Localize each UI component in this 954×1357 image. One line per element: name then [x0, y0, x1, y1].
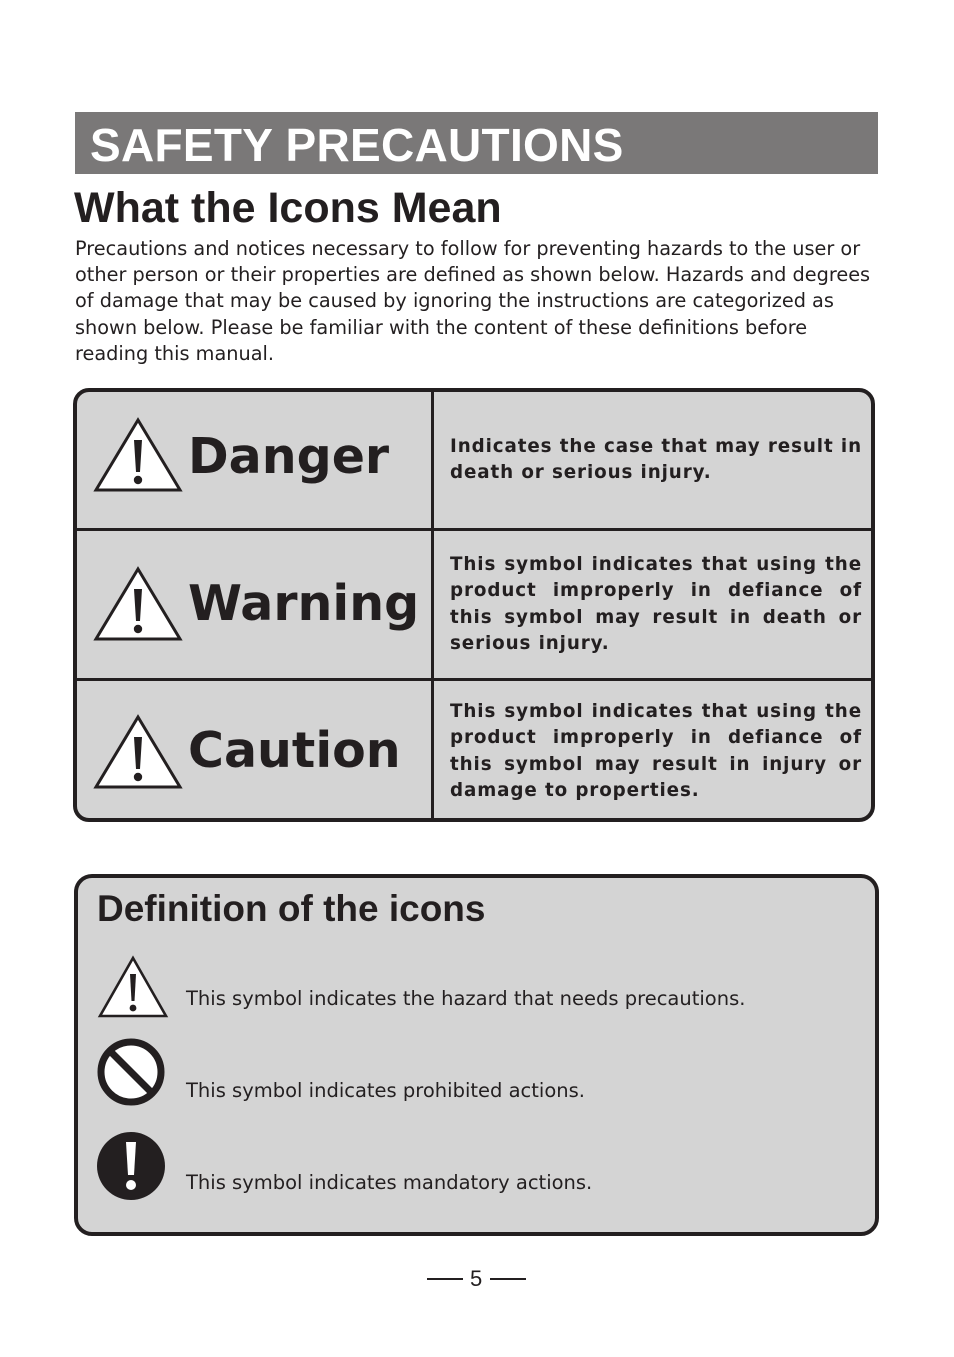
- hazard-row-danger: [77, 392, 871, 531]
- hazard-label-cell: [77, 392, 431, 528]
- hazard-description: Indicates the case that may result in death or serious injury.: [450, 435, 862, 483]
- footer-rule-left: [427, 1278, 463, 1280]
- prohibited-icon: [97, 1038, 169, 1110]
- definitions-title: Definition of the icons: [97, 888, 486, 929]
- page-title: SAFETY PRECAUTIONS: [90, 119, 624, 171]
- definition-text: This symbol indicates the hazard that needs precautions.: [186, 987, 746, 1010]
- page-footer: [0, 1266, 954, 1294]
- hazard-label: Danger: [188, 428, 390, 485]
- hazard-label: Warning: [188, 575, 420, 632]
- hazard-description: This symbol indicates that using the product improperly in defiance of this symbol may result in injury or damage to properties.: [450, 700, 862, 801]
- page-number: 5: [470, 1266, 483, 1291]
- hazard-row-caution: [77, 681, 871, 822]
- hazard-description-cell: [450, 681, 862, 822]
- definition-text: This symbol indicates prohibited actions.: [186, 1079, 585, 1102]
- definition-item: [78, 1038, 875, 1118]
- hazard-label-cell: [77, 531, 431, 678]
- hazard-level-table: [73, 388, 875, 822]
- intro-paragraph: Precautions and notices necessary to follow for preventing hazards to the user or other person or their properties are defined as shown below. Hazards and degrees of damage that may be caused by ignoring the instructions are categorized as shown below. Please be familiar with the content of these definitions before reading this manual.: [75, 237, 871, 365]
- section-subtitle: What the Icons Mean: [74, 184, 502, 232]
- icon-definitions-box: [74, 874, 879, 1236]
- hazard-description-cell: [450, 531, 862, 678]
- definition-item: [78, 1130, 875, 1210]
- hazard-description-cell: [450, 392, 862, 528]
- title-bar: [75, 112, 878, 174]
- warning-triangle-icon: [93, 565, 183, 643]
- warning-triangle-icon: [97, 954, 169, 1026]
- hazard-label-cell: [77, 681, 431, 822]
- definition-item: [78, 954, 875, 1034]
- hazard-description: This symbol indicates that using the product improperly in defiance of this symbol may result in death or serious injury.: [450, 553, 862, 654]
- footer-rule-right: [490, 1278, 526, 1280]
- warning-triangle-icon: [93, 416, 183, 494]
- hazard-label: Caution: [188, 722, 401, 779]
- hazard-row-warning: [77, 531, 871, 681]
- mandatory-icon: [97, 1130, 169, 1202]
- definition-text: This symbol indicates mandatory actions.: [186, 1171, 593, 1194]
- warning-triangle-icon: [93, 713, 183, 791]
